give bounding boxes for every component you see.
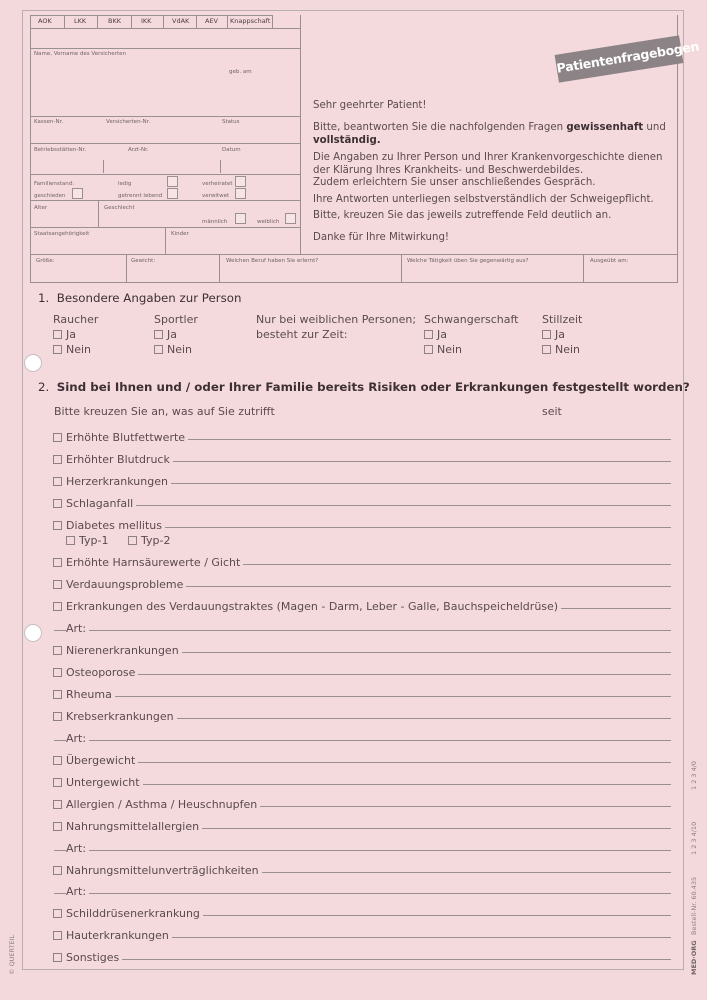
cond-untergewicht-checkbox[interactable]	[53, 778, 62, 787]
raucher-ja-checkbox[interactable]	[53, 330, 62, 339]
sportler-ja-checkbox[interactable]	[154, 330, 163, 339]
ins-aev: AEV	[205, 17, 218, 25]
female-note-1: Nur bei weiblichen Personen;	[256, 313, 417, 326]
seit-label: seit	[542, 405, 562, 418]
side-copyright: © QUERTEIL	[8, 934, 16, 975]
letter-paragraph-1	[313, 122, 668, 147]
schwangerschaft-nein-checkbox[interactable]	[424, 345, 433, 354]
patientenfragebogen-badge: Patientenfragebogen	[555, 35, 684, 82]
maennlich-label: männlich	[202, 219, 228, 225]
section-2-number: 2.	[38, 380, 50, 394]
letter-p1-bold-1: gewissenhaft	[566, 122, 644, 133]
typ2-checkbox[interactable]	[128, 536, 137, 545]
cond-nahrungsallergie-checkbox[interactable]	[53, 822, 62, 831]
datum-label: Datum	[222, 147, 241, 153]
typ2-option[interactable]: Typ-2	[128, 534, 170, 547]
cond-rheuma[interactable]: Rheuma	[53, 688, 115, 701]
section-1-title	[38, 291, 241, 305]
geschieden-label: geschieden	[34, 193, 66, 199]
cond-osteoporose-checkbox[interactable]	[53, 668, 62, 677]
cond-blutfett[interactable]: Erhöhte Blutfettwerte	[53, 431, 188, 444]
staatsangehoerigkeit-label: Staatsangehörigkeit	[34, 231, 90, 237]
side-codes-1: 1 2 3 4/10	[690, 821, 698, 855]
cond-rheuma-checkbox[interactable]	[53, 690, 62, 699]
cond-verdauungstrakt-checkbox[interactable]	[53, 602, 62, 611]
typ1-option[interactable]: Typ-1	[66, 534, 108, 547]
cond-diabetes[interactable]: Diabetes mellitus	[53, 519, 165, 532]
cond-harnsaeure[interactable]: Erhöhte Harnsäurewerte / Gicht	[53, 556, 243, 569]
stillzeit-ja-checkbox[interactable]	[542, 330, 551, 339]
weiblich-label: weiblich	[257, 219, 280, 225]
cond-uebergewicht[interactable]: Übergewicht	[53, 754, 138, 767]
cond-schlaganfall[interactable]: Schlaganfall	[53, 497, 136, 510]
arzt-nr-label: Arzt-Nr.	[128, 147, 149, 153]
cond-niere[interactable]: Nierenerkrankungen	[53, 644, 182, 657]
cond-schilddruese-checkbox[interactable]	[53, 909, 62, 918]
geschieden-checkbox[interactable]	[72, 188, 83, 199]
cond-herz[interactable]: Herzerkrankungen	[53, 475, 171, 488]
weiblich-checkbox[interactable]	[285, 213, 296, 224]
kinder-label: Kinder	[171, 231, 189, 237]
cond-unvertraeglichkeit[interactable]: Nahrungsmittelunverträglichkeiten	[53, 864, 262, 877]
cond-haut-checkbox[interactable]	[53, 931, 62, 940]
letter-greeting: Sehr geehrter Patient!	[313, 100, 427, 111]
section-2-title	[38, 380, 690, 394]
sportler-nein-option[interactable]: Nein	[154, 343, 192, 356]
stillzeit-label: Stillzeit	[542, 313, 583, 326]
ledig-label: ledig	[118, 181, 132, 187]
ins-ikk: IKK	[141, 17, 152, 25]
cond-niere-checkbox[interactable]	[53, 646, 62, 655]
art-unvertraeglichkeit-label: Art:	[66, 885, 89, 898]
sportler-nein-checkbox[interactable]	[154, 345, 163, 354]
name-label: Name, Vorname des Versicherten	[34, 51, 126, 57]
schwangerschaft-ja-checkbox[interactable]	[424, 330, 433, 339]
alter-label: Alter	[34, 205, 48, 211]
section-1-number: 1.	[38, 291, 50, 305]
cond-unvertraeglichkeit-checkbox[interactable]	[53, 866, 62, 875]
letter-paragraph-2	[313, 152, 668, 190]
letter-paragraph-5: Danke für Ihre Mitwirkung!	[313, 232, 450, 243]
beruf-label: Welchen Beruf haben Sie erlernt?	[226, 258, 319, 264]
side-order-number: Bestell-Nr. 60.435	[690, 876, 698, 935]
cond-untergewicht[interactable]: Untergewicht	[53, 776, 143, 789]
art-nahrungsallergie-label: Art:	[66, 842, 89, 855]
art-verdauungstrakt-label: Art:	[66, 622, 89, 635]
stillzeit-nein-checkbox[interactable]	[542, 345, 551, 354]
cond-haut[interactable]: Hauterkrankungen	[53, 929, 172, 942]
gewicht-label: Gewicht:	[131, 258, 156, 264]
ledig-checkbox[interactable]	[167, 176, 178, 187]
cond-blutdruck[interactable]: Erhöhter Blutdruck	[53, 453, 173, 466]
raucher-label: Raucher	[53, 313, 99, 326]
betriebsstaetten-label: Betriebsstätten-Nr.	[34, 147, 87, 153]
verwitwet-label: verwitwet	[202, 193, 230, 199]
raucher-ja-option[interactable]: Ja	[53, 328, 76, 341]
raucher-nein-checkbox[interactable]	[53, 345, 62, 354]
cond-schlaganfall-checkbox[interactable]	[53, 499, 62, 508]
familienstand-label: Familienstand:	[34, 181, 75, 187]
cond-allergien[interactable]: Allergien / Asthma / Heuschnupfen	[53, 798, 260, 811]
letter-paragraph-4: Bitte, kreuzen Sie das jeweils zutreffende Feld deutlich an.	[313, 210, 612, 221]
sportler-ja-option[interactable]: Ja	[154, 328, 177, 341]
verheiratet-checkbox[interactable]	[235, 176, 246, 187]
cond-osteoporose[interactable]: Osteoporose	[53, 666, 138, 679]
ins-knappschaft: Knappschaft	[230, 17, 271, 25]
art-krebs-label: Art:	[66, 732, 89, 745]
cond-sonstiges[interactable]: Sonstiges	[53, 951, 122, 964]
cond-blutfett-checkbox[interactable]	[53, 433, 62, 442]
letter-p1-a: Bitte, beantworten Sie die nachfolgenden Fragen	[313, 122, 564, 133]
sportler-label: Sportler	[154, 313, 198, 326]
cond-krebs-checkbox[interactable]	[53, 712, 62, 721]
punch-hole-top	[24, 354, 42, 372]
typ1-checkbox[interactable]	[66, 536, 75, 545]
cond-blutdruck-checkbox[interactable]	[53, 455, 62, 464]
ins-vdak: VdAK	[172, 17, 190, 25]
letter-p1-bold-2: vollständig.	[313, 134, 381, 146]
schwangerschaft-label: Schwangerschaft	[424, 313, 519, 326]
schwangerschaft-ja-option[interactable]: Ja	[424, 328, 447, 341]
verheiratet-label: verheiratet	[202, 181, 233, 187]
raucher-nein-option[interactable]: Nein	[53, 343, 91, 356]
groesse-label: Größe:	[36, 258, 55, 264]
cond-sonstiges-checkbox[interactable]	[53, 953, 62, 962]
section-2-instruction: Bitte kreuzen Sie an, was auf Sie zutrifft	[54, 405, 275, 418]
female-note-2: besteht zur Zeit:	[256, 328, 348, 341]
cond-herz-checkbox[interactable]	[53, 477, 62, 486]
taetigkeit-label: Welche Tätigkeit üben Sie gegenwärtig aus?	[407, 258, 529, 264]
cond-uebergewicht-checkbox[interactable]	[53, 756, 62, 765]
cond-verdauungstrakt[interactable]: Erkrankungen des Verdauungstraktes (Magen - Darm, Leber - Galle, Bauchspeicheldrüse)	[53, 600, 561, 613]
stillzeit-nein-option[interactable]: Nein	[542, 343, 580, 356]
section-1-title-text: Besondere Angaben zur Person	[56, 291, 242, 305]
ins-bkk: BKK	[108, 17, 121, 25]
cond-verdauung[interactable]: Verdauungsprobleme	[53, 578, 186, 591]
ins-aok: AOK	[38, 17, 52, 25]
cond-allergien-checkbox[interactable]	[53, 800, 62, 809]
verwitwet-checkbox[interactable]	[235, 188, 246, 199]
maennlich-checkbox[interactable]	[235, 213, 246, 224]
status-label: Status	[222, 119, 240, 125]
stillzeit-ja-option[interactable]: Ja	[542, 328, 565, 341]
cond-diabetes-checkbox[interactable]	[53, 521, 62, 530]
letter-p2-l1: Die Angaben zu Ihrer Person und Ihrer Krankenvorgeschichte dienen	[313, 152, 663, 163]
side-brand: MED·ORG	[690, 940, 698, 975]
punch-hole-bottom	[24, 624, 42, 642]
section-2-title-text: Sind bei Ihnen und / oder Ihrer Familie bereits Risiken oder Erkrankungen festgestellt worden?	[56, 380, 690, 394]
letter-p1-c: und	[646, 122, 666, 133]
cond-schilddruese[interactable]: Schilddrüsenerkrankung	[53, 907, 203, 920]
ausgeuebt-label: Ausgeübt am:	[590, 258, 629, 264]
kassen-nr-label: Kassen-Nr.	[34, 119, 64, 125]
versicherten-nr-label: Versicherten-Nr.	[106, 119, 151, 125]
letter-p2-l3: Zudem erleichtern Sie unser anschließendes Gespräch.	[313, 177, 596, 188]
getrennt-checkbox[interactable]	[167, 188, 178, 199]
dob-label: geb. am	[229, 69, 252, 75]
getrennt-label: getrennt lebend	[118, 193, 163, 199]
side-codes-2: 1 2 3 4/0	[690, 760, 698, 790]
geschlecht-label: Geschlecht	[104, 205, 135, 211]
cond-harnsaeure-checkbox[interactable]	[53, 558, 62, 567]
cond-verdauung-checkbox[interactable]	[53, 580, 62, 589]
ins-lkk: LKK	[74, 17, 87, 25]
cond-krebs[interactable]: Krebserkrankungen	[53, 710, 177, 723]
letter-paragraph-3: Ihre Antworten unterliegen selbstverständlich der Schweigepflicht.	[313, 194, 654, 205]
letter-p2-l2: der Klärung Ihres Krankheits- und Beschwerdebildes.	[313, 164, 584, 176]
cond-nahrungsallergie[interactable]: Nahrungsmittelallergien	[53, 820, 202, 833]
schwangerschaft-nein-option[interactable]: Nein	[424, 343, 462, 356]
